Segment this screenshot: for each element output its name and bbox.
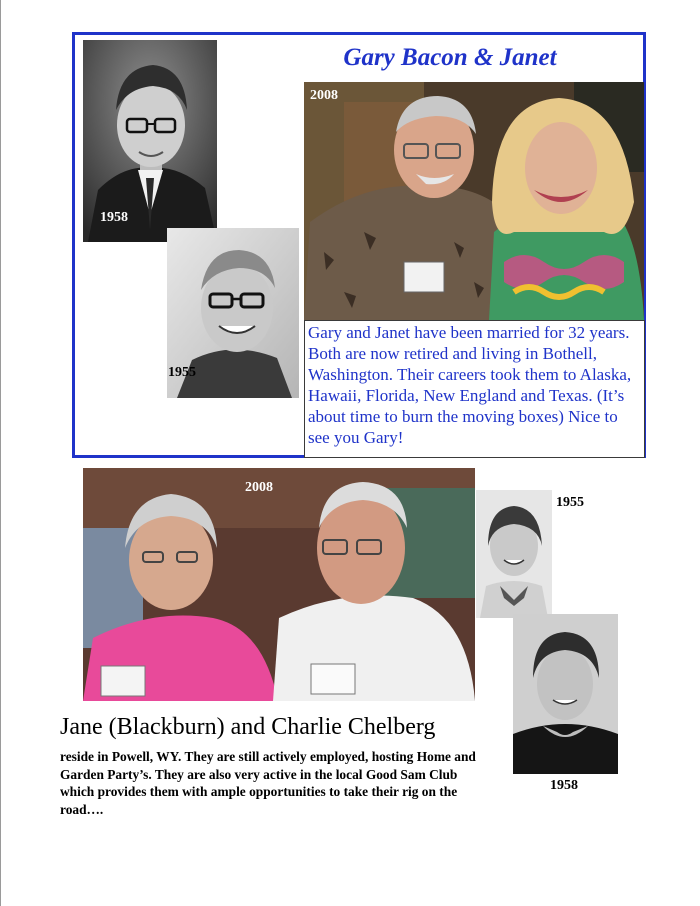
gary-janet-2008-photo: [304, 82, 644, 320]
page-edge: [0, 0, 1, 906]
gary-janet-couple-image: [304, 82, 644, 320]
feature-title: Gary Bacon & Janet: [343, 44, 557, 71]
jane-1955-portrait-image: [476, 490, 552, 618]
photo-year-label: 2008: [245, 480, 273, 495]
jane-1955-photo: [476, 490, 552, 618]
jane-1958-photo: [513, 614, 618, 774]
gary-1958-photo: [83, 40, 217, 242]
gary-1955-photo: [167, 228, 299, 398]
photo-year-label: 1955: [556, 495, 584, 510]
jane-charlie-couple-image: [83, 468, 475, 701]
photo-year-label: 2008: [310, 88, 338, 103]
couple-name-heading: Jane (Blackburn) and Charlie Chelberg: [60, 714, 436, 740]
photo-year-label: 1955: [168, 365, 196, 380]
photo-year-label: 1958: [100, 210, 128, 225]
couple-caption: Gary and Janet have been married for 32 years. Both are now retired and living in Bothell, Washington. Their careers took them to Alaska, Hawaii, Florida, New England and Texas. (It’s about time to burn the moving boxes) Nice to see you Gary!: [308, 323, 632, 447]
caption-box: [304, 320, 645, 458]
photo-year-label: 1958: [550, 778, 578, 793]
jane-1958-portrait-image: [513, 614, 618, 774]
couple-bio-text: reside in Powell, WY. They are still actively employed, hosting Home and Garden Party’s. They are also very active in the local Good Sam Club which provides them with ample opportunities to take their rig on the road….: [60, 749, 476, 817]
jane-charlie-2008-photo: [83, 468, 475, 701]
